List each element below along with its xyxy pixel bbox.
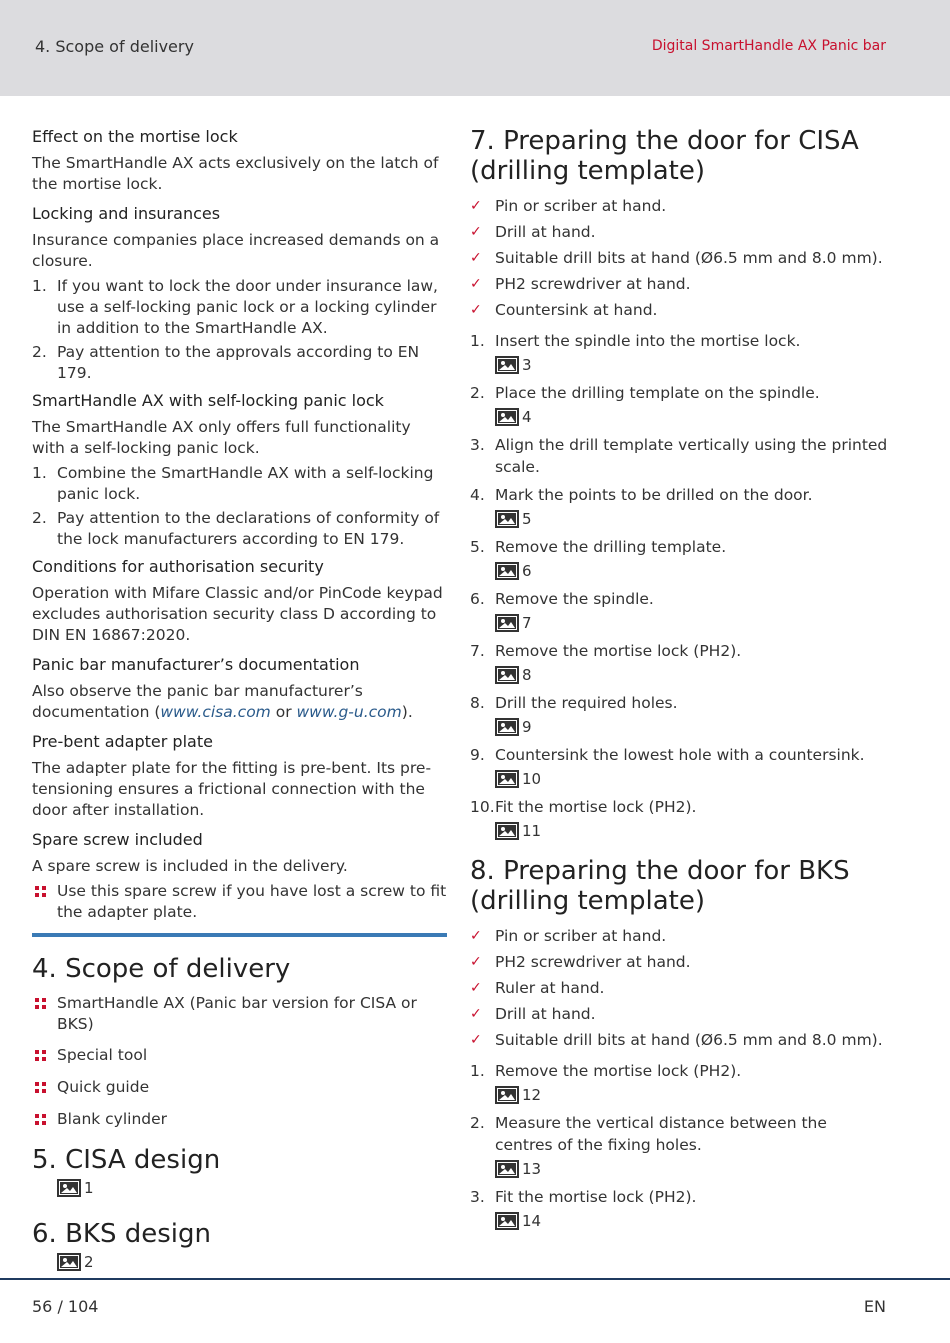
image-icon (495, 562, 519, 580)
step-text: Remove the spindle. (495, 590, 654, 608)
step-number: 2. (470, 1114, 485, 1132)
figure-ref: 6 (495, 560, 888, 582)
step-item (470, 536, 888, 582)
step-item (470, 484, 888, 530)
bullet-icon (35, 1114, 46, 1125)
list-item: 2. Pay attention to the approvals according to EN 179. (32, 343, 420, 382)
scope-heading: 4. Scope of delivery (32, 954, 291, 984)
figure-ref: 7 (495, 612, 888, 634)
screw-bullet-list (32, 881, 447, 923)
list-item: Quick guide (32, 1077, 447, 1098)
figure-ref: 2 (57, 1251, 447, 1273)
figure-ref: 12 (495, 1084, 888, 1106)
section-divider (32, 933, 447, 937)
footer-line (0, 1278, 950, 1280)
list-item: Blank cylinder (32, 1109, 447, 1130)
step-text: Remove the mortise lock (PH2). (495, 1062, 742, 1080)
step-text: Fit the mortise lock (PH2). (495, 1188, 697, 1206)
header-product-name: Digital SmartHandle AX Panic bar (651, 38, 886, 54)
locking-list (32, 276, 447, 384)
check-item: ✓ Suitable drill bits at hand (Ø6.5 mm and 8.0 mm). (470, 249, 883, 267)
image-icon (495, 822, 519, 840)
step-item (470, 434, 888, 478)
checkmark-icon: ✓ (470, 224, 482, 240)
section8-steps (470, 1060, 888, 1232)
step-number: 4. (470, 486, 485, 504)
checkmark-icon: ✓ (470, 980, 482, 996)
auth-text: Operation with Mifare Classic and/or PinCode keypad excludes authorisation security class D according to DIN EN 16867:2020. (32, 584, 443, 644)
image-icon (495, 356, 519, 374)
figure-ref: 4 (495, 406, 888, 428)
figure-ref: 5 (495, 508, 888, 530)
image-icon (495, 770, 519, 788)
bullet-icon (35, 998, 46, 1009)
plate-heading: Pre-bent adapter plate (32, 732, 213, 751)
check-item: ✓ Drill at hand. (470, 223, 596, 241)
step-number: 10. (470, 798, 495, 816)
mortise-heading: Effect on the mortise lock (32, 127, 238, 146)
checkmark-icon: ✓ (470, 276, 482, 292)
image-icon (495, 1160, 519, 1178)
section7-steps (470, 330, 888, 842)
check-item: ✓ Pin or scriber at hand. (470, 927, 667, 945)
docs-text: Also observe the panic bar manufacturer’s documentation (www.cisa.com or www.g-u.com). (32, 682, 413, 721)
selflock-text: The SmartHandle AX only offers full functionality with a self-locking panic lock. (32, 418, 411, 457)
figure-ref: 9 (495, 716, 888, 738)
locking-text: Insurance companies place increased demands on a closure. (32, 231, 440, 270)
page-number: 56 / 104 (32, 1297, 99, 1316)
figure-ref: 8 (495, 664, 888, 686)
selflock-heading: SmartHandle AX with self-locking panic lock (32, 391, 384, 410)
page-header (0, 0, 950, 96)
checkmark-icon: ✓ (470, 1032, 482, 1048)
step-number: 7. (470, 642, 485, 660)
step-text: Place the drilling template on the spindle. (495, 384, 820, 402)
check-item: ✓ Countersink at hand. (470, 301, 658, 319)
step-text: Align the drill template vertically using the printed scale. (495, 436, 888, 476)
step-text: Remove the drilling template. (495, 538, 727, 556)
check-item: ✓ Ruler at hand. (470, 979, 605, 997)
step-number: 9. (470, 746, 485, 764)
step-number: 3. (470, 436, 485, 454)
checkmark-icon: ✓ (470, 928, 482, 944)
step-number: 5. (470, 538, 485, 556)
checkmark-icon: ✓ (470, 954, 482, 970)
checkmark-icon: ✓ (470, 250, 482, 266)
image-icon (57, 1179, 81, 1197)
figure-ref: 13 (495, 1158, 888, 1180)
check-item: ✓ PH2 screwdriver at hand. (470, 275, 691, 293)
scope-list (32, 993, 447, 1130)
checkmark-icon: ✓ (470, 302, 482, 318)
list-item: 2. Pay attention to the declarations of conformity of the lock manufacturers according to EN 179. (32, 509, 440, 548)
screw-text: A spare screw is included in the delivery. (32, 857, 348, 875)
checkmark-icon: ✓ (470, 1006, 482, 1022)
step-text: Remove the mortise lock (PH2). (495, 642, 742, 660)
mortise-text: The SmartHandle AX acts exclusively on the latch of the mortise lock. (32, 154, 439, 193)
selflock-list (32, 463, 447, 550)
docs-heading: Panic bar manufacturer’s documentation (32, 655, 360, 674)
figure-ref: 1 (57, 1177, 447, 1199)
figure-ref: 10 (495, 768, 888, 790)
step-item (470, 1186, 888, 1232)
section7-checklist (470, 196, 888, 321)
figure-ref: 3 (495, 354, 888, 376)
step-number: 6. (470, 590, 485, 608)
step-item (470, 1060, 888, 1106)
check-item: ✓ Drill at hand. (470, 1005, 596, 1023)
image-icon (495, 666, 519, 684)
checkmark-icon: ✓ (470, 198, 482, 214)
step-item (470, 640, 888, 686)
step-text: Insert the spindle into the mortise lock. (495, 332, 801, 350)
step-item (470, 588, 888, 634)
auth-heading: Conditions for authorisation security (32, 557, 324, 576)
figure-ref: 14 (495, 1210, 888, 1232)
step-number: 1. (470, 1062, 485, 1080)
step-text: Drill the required holes. (495, 694, 678, 712)
step-item (470, 796, 888, 842)
step-item (470, 744, 888, 790)
bullet-icon (35, 1050, 46, 1061)
bullet-icon (35, 1082, 46, 1093)
locking-heading: Locking and insurances (32, 204, 221, 223)
plate-text: The adapter plate for the fitting is pre-bent. Its pre-tensioning ensures a frictional connection with the door after installation. (32, 759, 432, 819)
left-column (32, 126, 447, 1273)
step-number: 1. (470, 332, 485, 350)
screw-heading: Spare screw included (32, 830, 203, 849)
list-item: 1. Combine the SmartHandle AX with a self-locking panic lock. (32, 464, 434, 503)
section8-checklist (470, 926, 888, 1051)
step-item (470, 382, 888, 428)
image-icon (495, 408, 519, 426)
step-number: 8. (470, 694, 485, 712)
step-text: Fit the mortise lock (PH2). (495, 798, 697, 816)
step-text: Mark the points to be drilled on the door. (495, 486, 813, 504)
list-item: SmartHandle AX (Panic bar version for CISA or BKS) (32, 993, 447, 1035)
cisa-link[interactable]: www.cisa.com (160, 703, 271, 721)
image-icon (57, 1253, 81, 1271)
step-text: Measure the vertical distance between the centres of the fixing holes. (495, 1114, 827, 1154)
step-item (470, 692, 888, 738)
image-icon (495, 1086, 519, 1104)
cisa-heading: 5. CISA design (32, 1145, 221, 1175)
language-code: EN (863, 1297, 886, 1316)
figure-ref: 11 (495, 820, 888, 842)
step-number: 2. (470, 384, 485, 402)
right-column (470, 126, 888, 1238)
list-item: Use this spare screw if you have lost a screw to fit the adapter plate. (32, 881, 447, 923)
image-icon (495, 718, 519, 736)
step-item (470, 330, 888, 376)
check-item: ✓ Suitable drill bits at hand (Ø6.5 mm and 8.0 mm). (470, 1031, 883, 1049)
check-item: ✓ PH2 screwdriver at hand. (470, 953, 691, 971)
section7-heading: 7. Preparing the door for CISA (drilling template) (470, 126, 859, 186)
image-icon (495, 1212, 519, 1230)
image-icon (495, 510, 519, 528)
step-number: 3. (470, 1188, 485, 1206)
list-item: 1. If you want to lock the door under insurance law, use a self-locking panic lock or a locking cylinder in addition to the SmartHandle AX. (32, 277, 438, 337)
bks-heading: 6. BKS design (32, 1219, 211, 1249)
check-item: ✓ Pin or scriber at hand. (470, 197, 667, 215)
step-text: Countersink the lowest hole with a countersink. (495, 746, 865, 764)
header-section-title: 4. Scope of delivery (35, 37, 194, 56)
section8-heading: 8. Preparing the door for BKS (drilling template) (470, 856, 850, 916)
step-item (470, 1112, 888, 1180)
gu-link[interactable]: www.g-u.com (296, 703, 402, 721)
image-icon (495, 614, 519, 632)
list-item: Special tool (32, 1045, 447, 1066)
bullet-icon (35, 886, 46, 897)
